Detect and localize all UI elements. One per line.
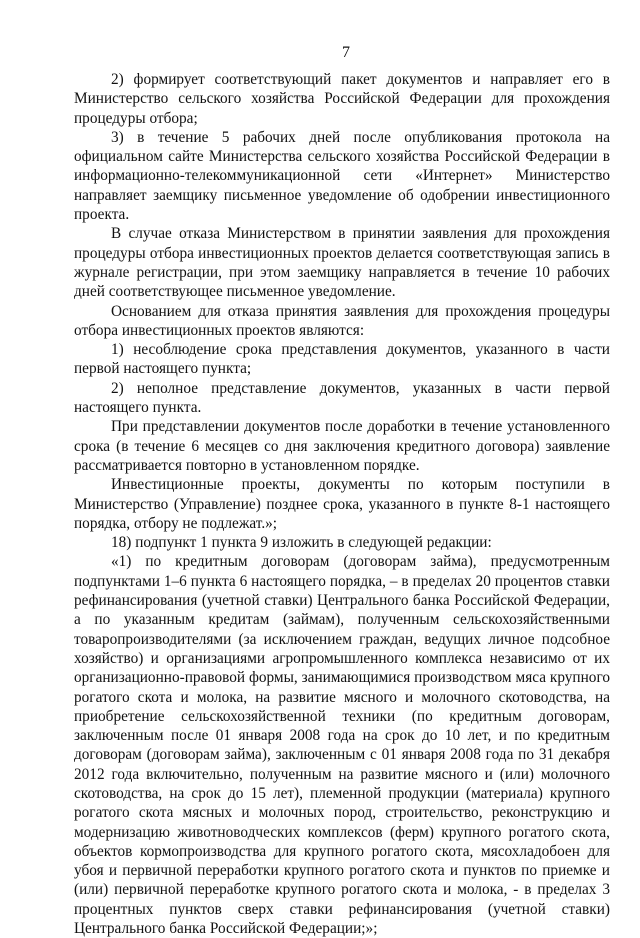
page-number: 7 bbox=[342, 44, 350, 61]
paragraph-subitem-1-text: «1) по кредитным договорам (договорам займа), предусмотренным подпунктами 1–6 пункта 6 настоящего порядка, – в пределах 20 процентов ставки рефинансирования (учетной ставки) Центрального банка Российской Федерации, а по указанным кредитам (займам), полученным сельскохозяйственными товаропроизводителями (за исключением граждан, ведущих личное подсобное хозяйство) и организациями агропромышленного комплекса независимо от их организационно-правовой формы, занимающимися производством мяса крупного рогатого скота и молока, на развитие мясного и молочного скотоводства, на приобретение сельскохозяйственной техники (по кредитным договорам, заключенным после 01 января 2008 года на срок до 10 лет, и по кредитным договорам (договорам займа), заключенным с 01 января 2008 года по 31 декабря 2012 года включительно, полученным на развитие мясного и (или) молочного скотоводства, на срок до 15 лет), племенной продукции (материала) крупного рогатого скота мясных и молочных пород, строительство, реконструкцию и модернизацию животноводческих комплексов (ферм) крупного рогатого скота, объектов кормопроизводства для крупного рогатого скота, мясохладобоен для убоя и первичной переработки крупного рогатого скота и пунктов по приемке и (или) первичной переработке крупного рогатого скота и молока, - в пределах 3 процентных пунктов сверх ставки рефинансирования (учетной ставки) Центрального банка Российской Федерации;»; bbox=[74, 553, 610, 938]
paragraph-resubmission: При представлении документов после доработки в течение установленного срока (в течение 6 месяцев со дня заключения кредитного договора) заявление рассматривается повторно в установленном порядке. bbox=[74, 418, 610, 474]
paragraph-item-2: 2) формирует соответствующий пакет документов и направляет его в Министерство сельского хозяйства Российской Федерации для прохождения процедуры отбора; bbox=[74, 71, 610, 127]
paragraph-ground-1: 1) несоблюдение срока представления документов, указанного в части первой настоящего пункта; bbox=[74, 341, 610, 378]
paragraph-amendment-18: 18) подпункт 1 пункта 9 изложить в следующей редакции: bbox=[111, 534, 492, 552]
paragraph-refusal-registration: В случае отказа Министерством в принятии заявления для прохождения процедуры отбора инвестиционных проектов делается соответствующая запись в журнале регистрации, при этом заемщику направляется в течение 10 рабочих дней соответствующее письменное уведомление. bbox=[74, 225, 610, 301]
paragraph-refusal-grounds: Основанием для отказа принятия заявления для прохождения процедуры отбора инвестиционных проектов являются: bbox=[74, 302, 610, 339]
paragraph-ground-2: 2) неполное представление документов, указанных в части первой настоящего пункта. bbox=[74, 379, 610, 417]
paragraph-item-3: 3) в течение 5 рабочих дней после опубликования протокола на официальном сайте Министерства сельского хозяйства Российской Федерации в информационно-телекоммуникационной сети «Интернет» Министерство направляет заемщику письменное уведомление об одобрении инвестиционного проекта. bbox=[74, 128, 610, 224]
paragraph-late-projects: Инвестиционные проекты, документы по которым поступили в Министерство (Управление) позднее срока, указанного в пункте 8-1 настоящего порядка, отбору не подлежат.»; bbox=[74, 476, 610, 532]
